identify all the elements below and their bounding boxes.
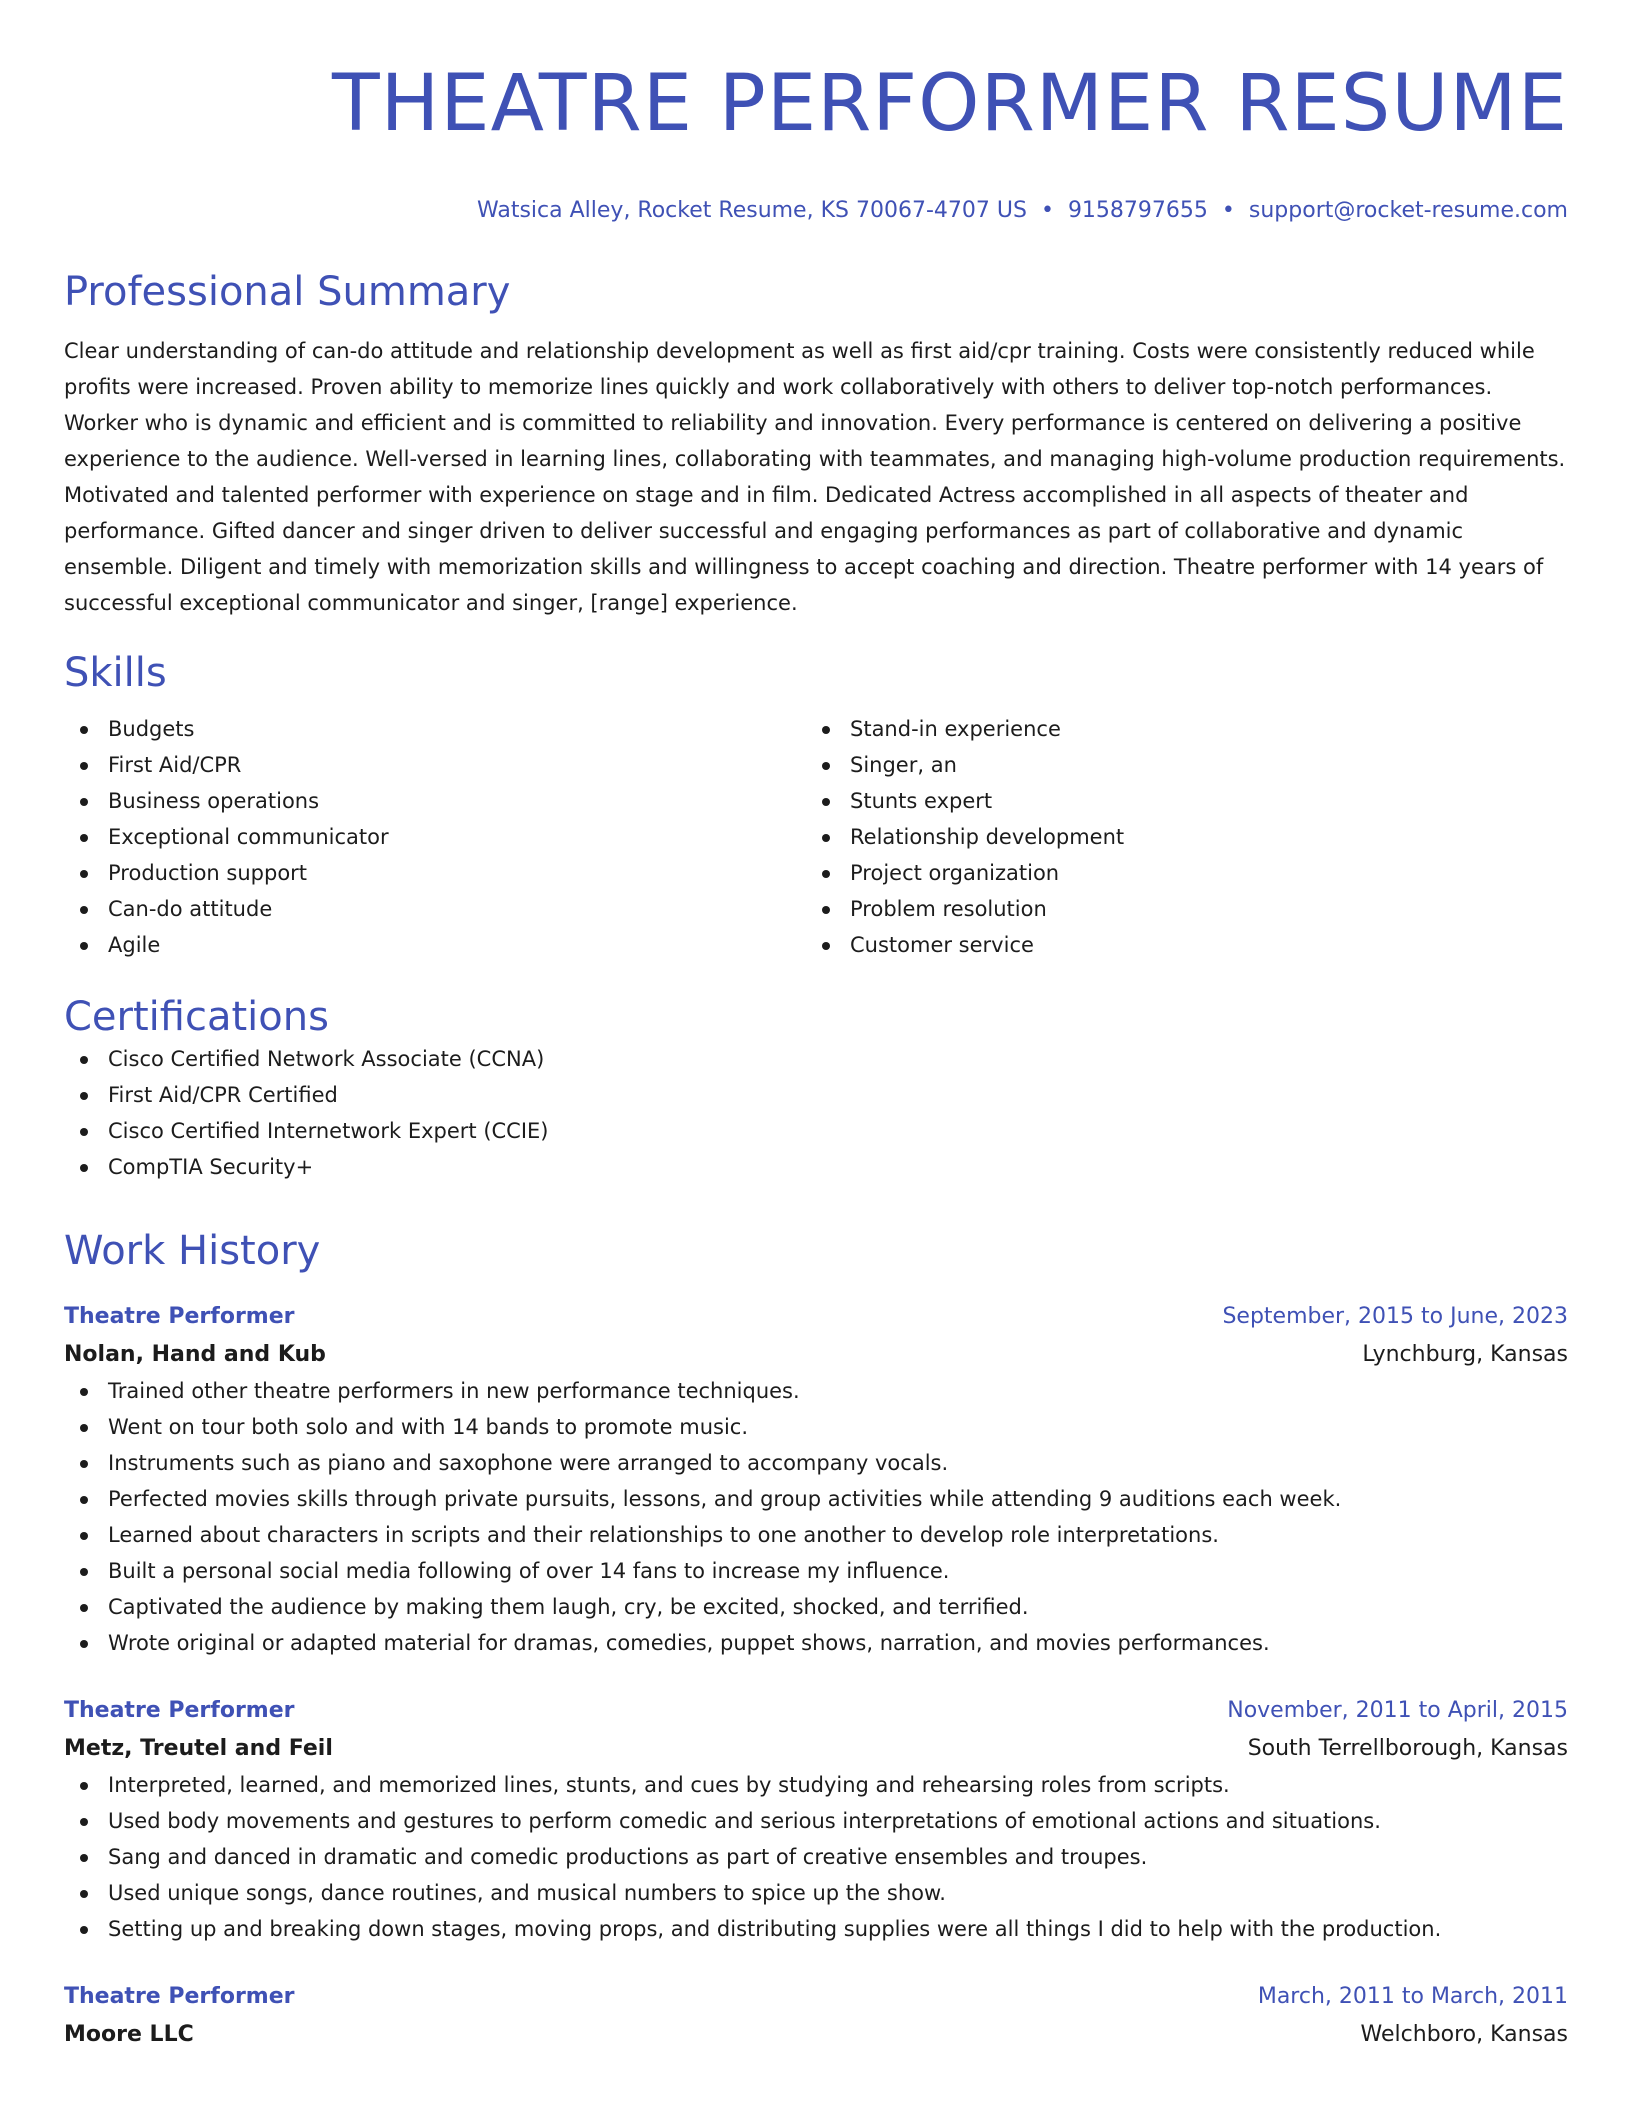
skill-item: Production support — [64, 855, 806, 891]
skill-item: Can-do attitude — [64, 891, 806, 927]
job-duty: Went on tour both solo and with 14 bands to promote music. — [64, 1409, 1568, 1445]
job-entry — [64, 1299, 1568, 1661]
job-entry — [64, 1693, 1568, 1947]
certification-item: Cisco Certified Internetwork Expert (CCIE) — [64, 1113, 1568, 1149]
contact-email[interactable]: support@rocket-resume.com — [1248, 198, 1568, 223]
job-header-row — [64, 1299, 1568, 1335]
job-header-row — [64, 1693, 1568, 1729]
job-dates: November, 2011 to April, 2015 — [1227, 1698, 1568, 1723]
resume-title: THEATRE PERFORMER RESUME — [331, 59, 1568, 149]
skill-item: Problem resolution — [806, 891, 1548, 927]
skill-item: Project organization — [806, 855, 1548, 891]
summary-heading: Professional Summary — [64, 269, 511, 315]
job-duties-list — [64, 1767, 1568, 1947]
certification-item: Cisco Certified Network Associate (CCNA) — [64, 1041, 1568, 1077]
job-duty: Instruments such as piano and saxophone were arranged to accompany vocals. — [64, 1445, 1568, 1481]
skill-item: First Aid/CPR — [64, 747, 806, 783]
job-dates: March, 2011 to March, 2011 — [1257, 1984, 1568, 2009]
job-employer-row — [64, 1335, 1568, 1373]
skill-item: Budgets — [64, 711, 806, 747]
skills-column-left — [64, 711, 806, 963]
certifications-list — [64, 1041, 1568, 1185]
job-header-row — [64, 1979, 1568, 2015]
skills-heading: Skills — [64, 650, 167, 696]
job-location: South Terrellborough, Kansas — [1247, 1736, 1568, 1761]
skills-list-right — [806, 711, 1548, 963]
job-duty: Wrote original or adapted material for dramas, comedies, puppet shows, narration, and movies performances. — [64, 1625, 1568, 1661]
job-duty: Learned about characters in scripts and their relationships to one another to develop role interpretations. — [64, 1517, 1568, 1553]
contact-separator: • — [1221, 198, 1235, 223]
skill-item: Singer, an — [806, 747, 1548, 783]
certification-item: CompTIA Security+ — [64, 1149, 1568, 1185]
job-company: Metz, Treutel and Feil — [64, 1736, 333, 1761]
contact-line — [64, 196, 1568, 226]
skill-item: Stunts expert — [806, 783, 1548, 819]
job-duty: Trained other theatre performers in new performance techniques. — [64, 1373, 1568, 1409]
work-history-heading: Work History — [64, 1228, 321, 1274]
certification-item: First Aid/CPR Certified — [64, 1077, 1568, 1113]
contact-separator: • — [1040, 198, 1054, 223]
skill-item: Business operations — [64, 783, 806, 819]
skills-column-right — [806, 711, 1548, 963]
certifications-heading: Certifications — [64, 994, 329, 1040]
job-company: Moore LLC — [64, 2022, 194, 2047]
skill-item: Agile — [64, 927, 806, 963]
job-employer-row — [64, 2015, 1568, 2053]
skills-list-left — [64, 711, 806, 963]
job-location: Lynchburg, Kansas — [1362, 1342, 1568, 1367]
skill-item: Exceptional communicator — [64, 819, 806, 855]
job-duty: Interpreted, learned, and memorized lines, stunts, and cues by studying and rehearsing roles from scripts. — [64, 1767, 1568, 1803]
job-location: Welchboro, Kansas — [1360, 2022, 1568, 2047]
contact-address: Watsica Alley, Rocket Resume, KS 70067-4707 US — [477, 198, 1027, 223]
job-duty: Setting up and breaking down stages, moving props, and distributing supplies were all things I did to help with the production. — [64, 1911, 1568, 1947]
job-employer-row — [64, 1729, 1568, 1767]
job-duties-list — [64, 1373, 1568, 1661]
skills-columns — [64, 711, 1568, 963]
job-title: Theatre Performer — [64, 1984, 295, 2009]
job-duty: Used body movements and gestures to perform comedic and serious interpretations of emotional actions and situations. — [64, 1803, 1568, 1839]
job-duty: Sang and danced in dramatic and comedic productions as part of creative ensembles and troupes. — [64, 1839, 1568, 1875]
skill-item: Stand-in experience — [806, 711, 1548, 747]
skill-item: Relationship development — [806, 819, 1548, 855]
skill-item: Customer service — [806, 927, 1548, 963]
resume-page — [64, 0, 1568, 2053]
job-duty: Perfected movies skills through private pursuits, lessons, and group activities while attending 9 auditions each week. — [64, 1481, 1568, 1517]
contact-phone[interactable]: 9158797655 — [1067, 198, 1208, 223]
job-duty: Used unique songs, dance routines, and musical numbers to spice up the show. — [64, 1875, 1568, 1911]
job-title: Theatre Performer — [64, 1698, 295, 1723]
job-duty: Captivated the audience by making them laugh, cry, be excited, shocked, and terrified. — [64, 1589, 1568, 1625]
job-entry — [64, 1979, 1568, 2053]
summary-text: Clear understanding of can-do attitude and relationship development as well as first aid/cpr training. Costs were consistently reduced while profits were increased. Proven ability to memorize lines quickly and work collaboratively with others to deliver top-notch performances. Worker who is dynamic and efficient and is committed to reliability and innovation. Every performance is centered on delivering a positive experience to the audience. Well-versed in learning lines, collaborating with teammates, and managing high-volume production requirements. Motivated and talented performer with experience on stage and in film. Dedicated Actress accomplished in all aspects of theater and performance. Gifted dancer and singer driven to deliver successful and engaging performances as part of collaborative and dynamic ensemble. Diligent and timely with memorization skills and willingness to accept coaching and direction. Theatre performer with 14 years of successful exceptional communicator and singer, [range] experience. — [64, 339, 1566, 615]
job-dates: September, 2015 to June, 2023 — [1222, 1304, 1568, 1329]
job-duty: Built a personal social media following of over 14 fans to increase my influence. — [64, 1553, 1568, 1589]
job-company: Nolan, Hand and Kub — [64, 1342, 326, 1367]
job-title: Theatre Performer — [64, 1304, 295, 1329]
